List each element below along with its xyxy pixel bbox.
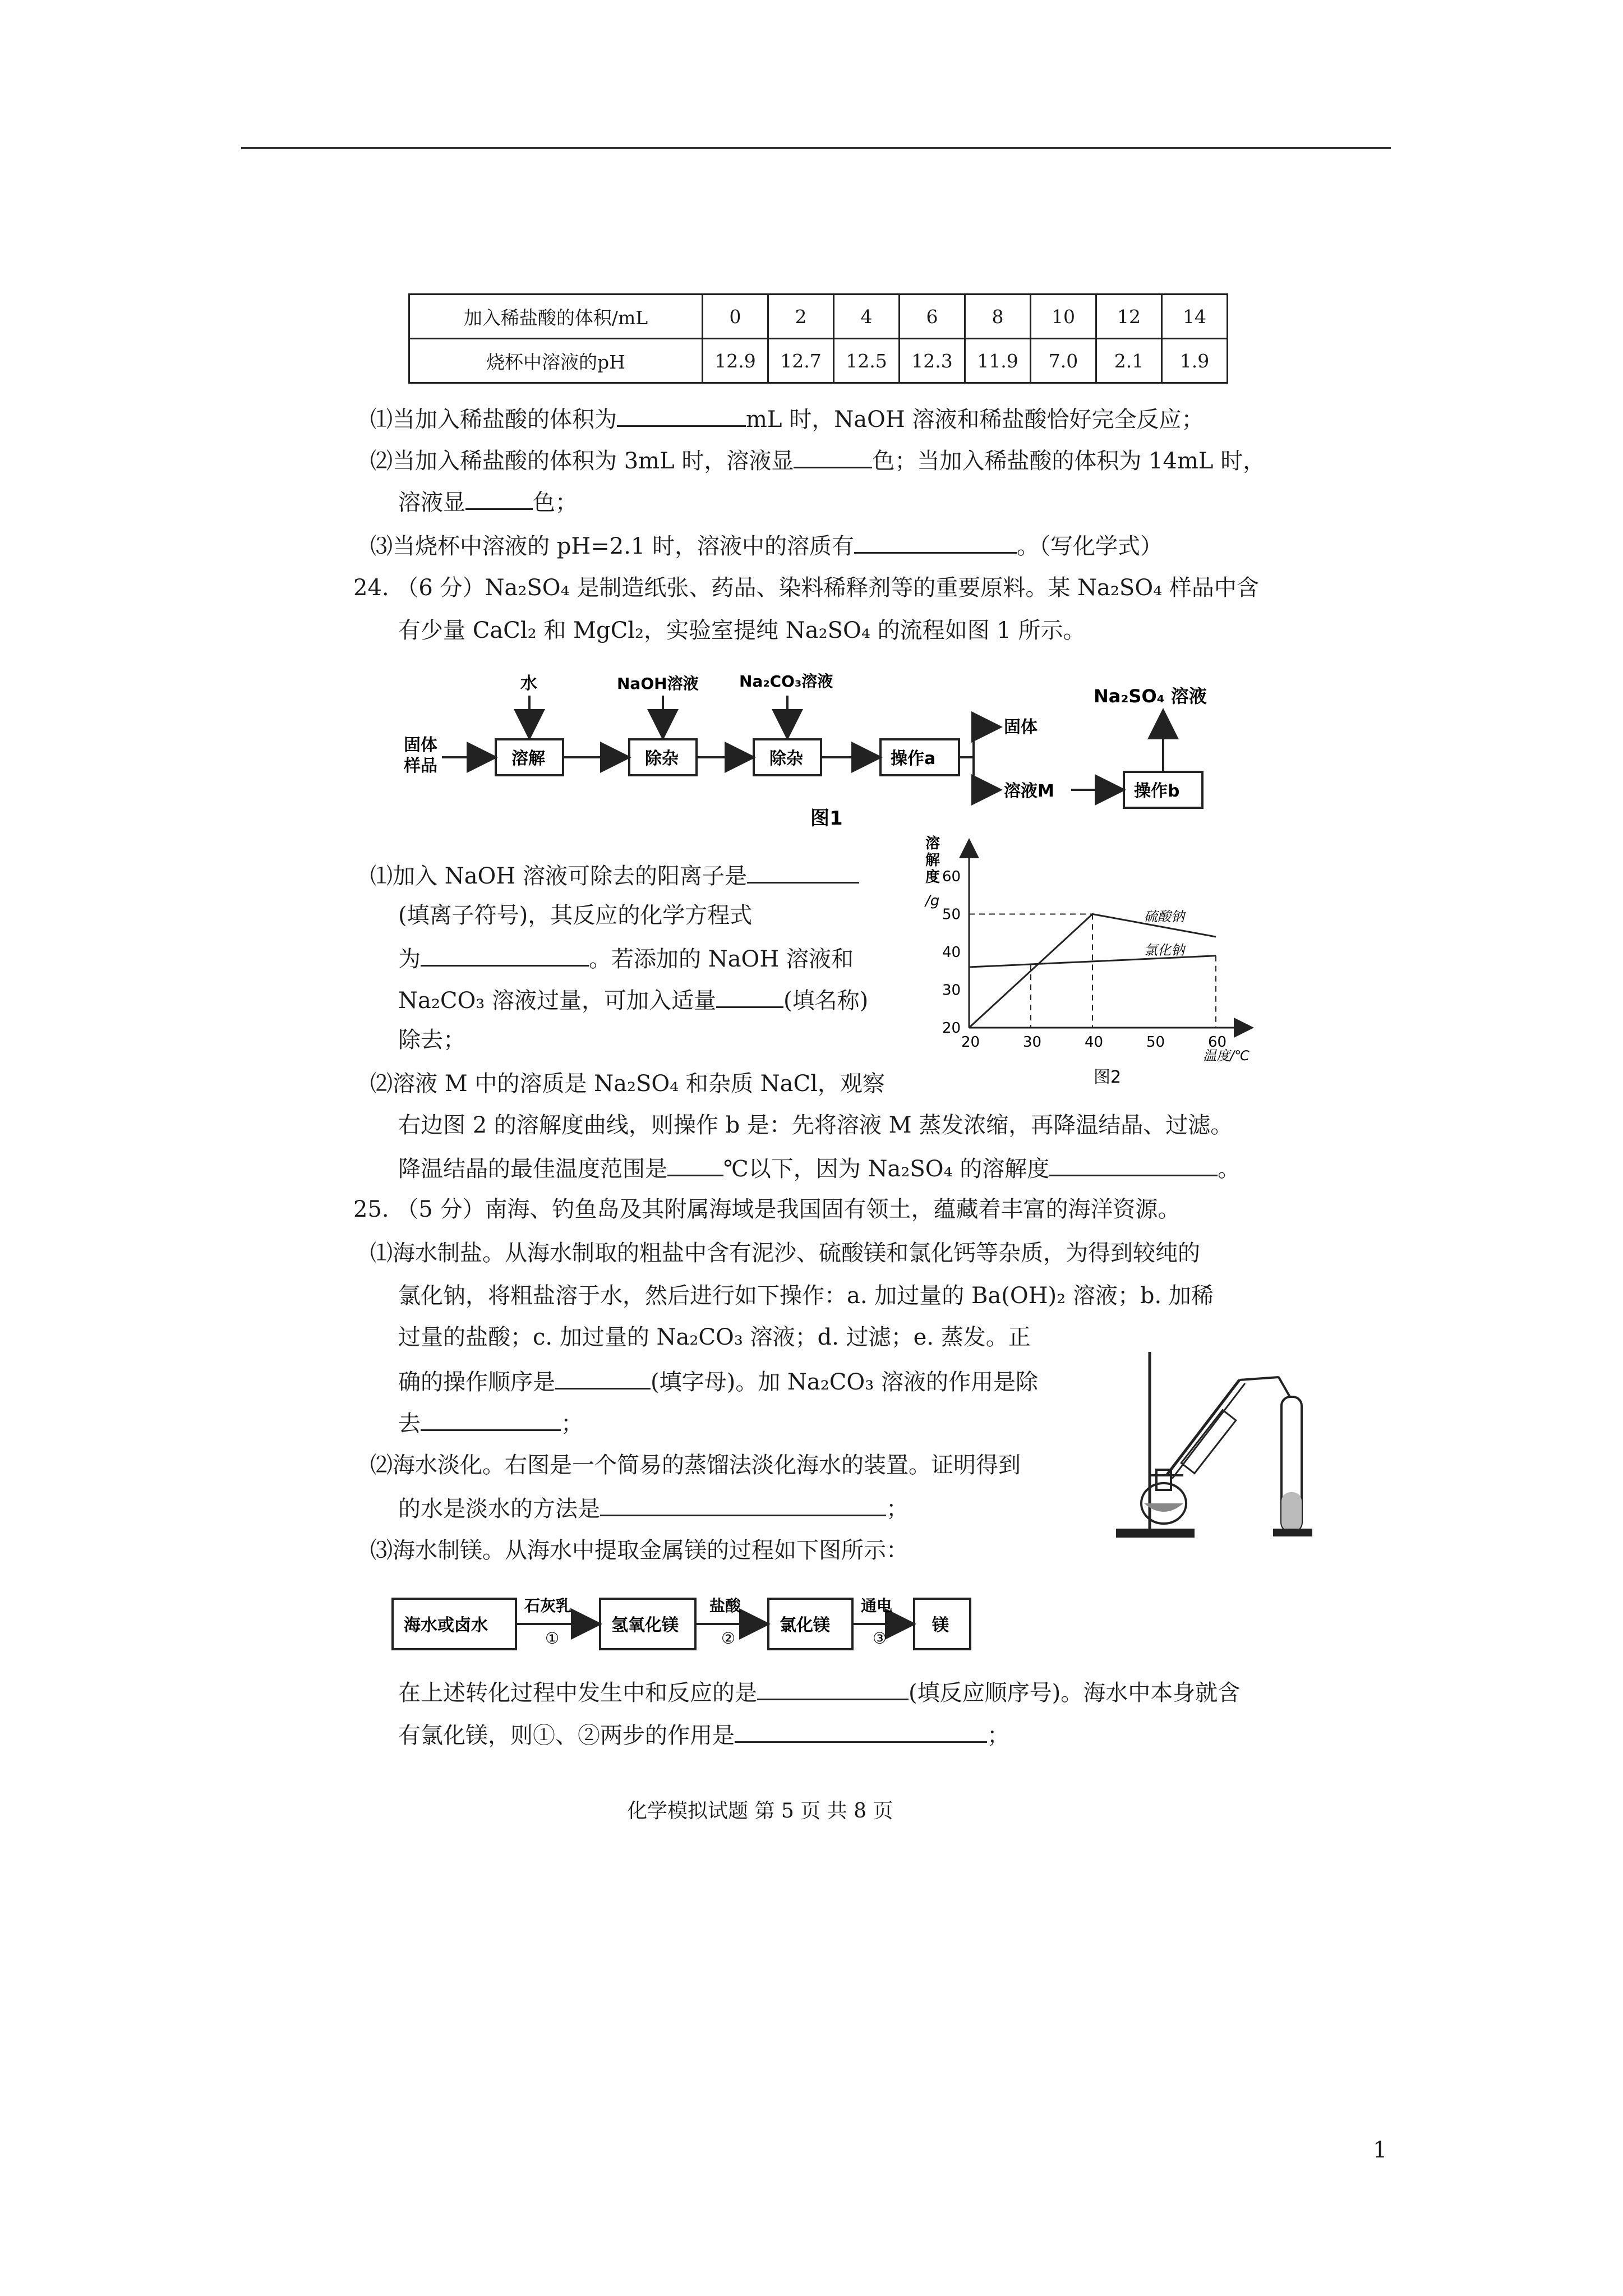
table-row [409,295,1228,339]
table-cell: 14 [1162,295,1228,339]
page-footer: 化学模拟试题 第 5 页 共 8 页 [627,1800,893,1823]
flow-box-label: 除杂 [645,749,679,769]
q25-stem: 25. （5 分）南海、钓鱼岛及其附属海域是我国固有领土，蕴藏着丰富的海洋资源。 [353,1197,1181,1222]
table-cell: 4 [834,295,900,339]
table-cell: 12 [1096,295,1162,339]
table-cell: 10 [1031,295,1096,339]
table-cell: 7.0 [1031,339,1096,383]
figure2-caption: 图2 [1094,1068,1122,1087]
distillation-apparatus-illustration [1110,1335,1324,1548]
table-cell: 2 [768,295,834,339]
sample-label: 固体 [404,735,437,755]
answer-blank[interactable] [747,859,859,884]
q24-part1-line5: 除去； [398,1027,465,1053]
q25-part3-line2: 在上述转化过程中发生中和反应的是 (填反应顺序号)。海水中本身就含 [398,1676,1240,1708]
y-tick-label: 30 [942,982,961,999]
flow-box-label: 操作a [891,749,936,769]
q24-part2-line3: 降温结晶的最佳温度范围是 ℃以下，因为 Na₂SO₄ 的溶解度 。 [398,1152,1240,1184]
q25-part1-line4: 确的操作顺序是 (填字母)。加 Na₂CO₃ 溶液的作用是除 [398,1365,1038,1397]
table-cell: 2.1 [1096,339,1162,383]
q23-part1: ⑴当加入稀盐酸的体积为 mL 时，NaOH 溶液和稀盐酸恰好完全反应； [370,403,1204,434]
table-cell: 6 [900,295,965,339]
step-number: ③ [873,1629,887,1648]
step-number: ① [545,1629,560,1648]
y-axis-unit: /g [925,892,940,909]
q24-stem-line2: 有少量 CaCl₂ 和 MgCl₂，实验室提纯 Na₂SO₄ 的流程如图 1 所示。 [398,618,1086,643]
page-number: 1 [1373,2137,1387,2163]
y-axis-label: 解 [925,852,940,869]
table-cell: 12.5 [834,339,900,383]
sample-label: 样品 [404,756,437,776]
table-header-volume: 加入稀盐酸的体积/mL [409,295,703,339]
table-cell: 12.3 [900,339,965,383]
q25-part1-line1: ⑴海水制盐。从海水制取的粗盐中含有泥沙、硫酸镁和氯化钙等杂质，为得到较纯的 [370,1240,1200,1266]
figure1-caption: 图1 [810,807,843,830]
q25-part1-line3: 过量的盐酸；c. 加过量的 Na₂CO₃ 溶液；d. 过滤；e. 蒸发。正 [398,1324,1031,1350]
q25-part3-line3: 有氯化镁，则①、②两步的作用是 ； [398,1719,1009,1750]
y-tick-label: 20 [942,1020,961,1037]
x-tick-label: 30 [1023,1034,1042,1051]
answer-blank[interactable] [667,1152,723,1176]
reagent-label: 石灰乳 [524,1596,572,1615]
q23-part3: ⑶当烧杯中溶液的 pH=2.1 时，溶液中的溶质有 。（写化学式） [370,530,1163,561]
q25-part2-line1: ⑵海水淡化。右图是一个简易的蒸馏法淡化海水的装置。证明得到 [370,1452,1021,1478]
reagent-label: 通电 [861,1596,893,1615]
q25-part1-line2: 氯化钠，将粗盐溶于水，然后进行如下操作：a. 加过量的 Ba(OH)₂ 溶液；b. 加稀 [398,1283,1214,1309]
answer-blank[interactable] [757,1676,909,1700]
flow-box-label: 溶解 [511,749,545,769]
answer-blank[interactable] [600,1492,886,1516]
reagent-label-na2co3: Na₂CO₃溶液 [739,672,833,691]
reagent-label-naoh: NaOH溶液 [617,674,699,693]
q24-stem-line1: 24. （6 分）Na₂SO₄ 是制造纸张、药品、染料稀释剂等的重要原料。某 Na₂SO₄ 样品中含 [353,575,1259,601]
q24-part2-line2: 右边图 2 的溶解度曲线，则操作 b 是：先将溶液 M 蒸发浓缩，再降温结晶、过滤。 [398,1112,1233,1138]
answer-blank[interactable] [421,1407,561,1431]
table-cell: 12.7 [768,339,834,383]
x-tick-label: 50 [1146,1034,1165,1051]
output-label-solid: 固体 [1004,717,1038,737]
x-tick-label: 40 [1085,1034,1104,1051]
x-tick-label: 20 [961,1034,980,1051]
q24-part1-line3: 为 。若添加的 NaOH 溶液和 [398,942,854,974]
top-rule [241,147,1391,149]
flow-box-label: 镁 [932,1616,949,1635]
x-axis-label: 温度/℃ [1203,1048,1250,1064]
q25-part1-line5: 去 ； [398,1407,583,1438]
flow-box-label: 海水或卤水 [404,1616,488,1635]
series-line-na2so4 [969,914,1216,1028]
table-cell: 1.9 [1162,339,1228,383]
answer-blank[interactable] [735,1719,987,1743]
y-axis-label: 度 [925,869,940,886]
q23-part2: ⑵当加入稀盐酸的体积为 3mL 时，溶液显 色；当加入稀盐酸的体积为 14mL 时， [370,444,1265,476]
answer-blank[interactable] [465,486,533,510]
product-label: Na₂SO₄ 溶液 [1094,685,1207,707]
step-number: ② [721,1629,736,1648]
answer-blank[interactable] [794,444,872,468]
q23-part2-cont: 溶液显 色； [398,486,578,517]
flow-box-label: 氢氧化镁 [611,1616,679,1635]
x-tick-label: 60 [1208,1034,1227,1051]
figure2-solubility-chart [920,830,1279,1094]
answer-blank[interactable] [617,403,746,427]
answer-blank[interactable] [716,984,783,1008]
answer-blank[interactable] [421,942,589,967]
answer-blank[interactable] [555,1365,651,1389]
magnesium-extraction-flow [387,1576,1004,1660]
q24-part1-line4: Na₂CO₃ 溶液过量，可加入适量 (填名称) [398,984,868,1015]
reagent-label-water: 水 [520,674,537,693]
output-label-solution-m: 溶液M [1004,781,1054,801]
table-header-ph: 烧杯中溶液的pH [409,339,703,383]
q25-part2-line2: 的水是淡水的方法是 ； [398,1492,909,1524]
ph-table [408,293,1228,384]
y-axis-label: 溶 [925,835,940,852]
flow-box-label: 氯化镁 [780,1616,830,1635]
y-tick-label: 50 [942,906,961,923]
answer-blank[interactable] [1049,1152,1218,1176]
y-tick-label: 60 [942,868,961,885]
answer-blank[interactable] [854,530,1017,554]
table-cell: 8 [965,295,1031,339]
q24-part1-line1: ⑴加入 NaOH 溶液可除去的阳离子是 [370,859,859,891]
q24-part1-line2: (填离子符号)，其反应的化学方程式 [398,903,753,928]
flow-box-label: 操作b [1134,781,1180,801]
series-label-na2so4: 硫酸钠 [1144,909,1184,924]
reagent-label: 盐酸 [709,1596,741,1615]
flow-box-label: 除杂 [769,749,803,769]
y-tick-label: 40 [942,944,961,961]
q24-part2-line1: ⑵溶液 M 中的溶质是 Na₂SO₄ 和杂质 NaCl，观察 [370,1071,885,1097]
table-cell: 12.9 [703,339,768,383]
table-cell: 11.9 [965,339,1031,383]
table-row [409,339,1228,383]
figure1-flowchart [393,668,1290,830]
q25-part3-line1: ⑶海水制镁。从海水中提取金属镁的过程如下图所示： [370,1538,909,1563]
series-label-nacl: 氯化钠 [1144,942,1184,958]
table-cell: 0 [703,295,768,339]
